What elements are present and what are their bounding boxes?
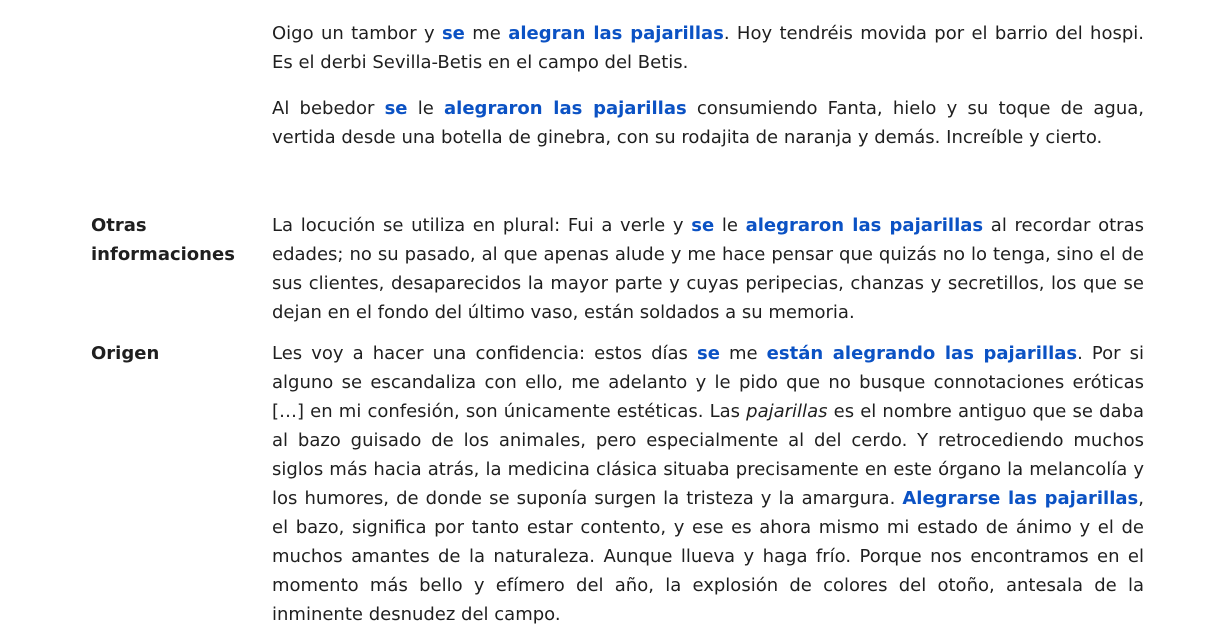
highlighted-phrase: están alegrando las pajarillas <box>766 343 1078 364</box>
text-run: , el bazo, significa por tanto estar contento, y ese es ahora mismo mi estado de ánimo y el de muchos amantes de la naturaleza. Aunque llueva y haga frío. Porque nos encontramos en el momento más bello y efímero del año, la explosión de colores del otoño, antesala de la inminente desnudez del campo. <box>272 488 1144 625</box>
example-paragraph-2 <box>272 94 1144 152</box>
highlighted-phrase: alegraron las pajarillas <box>444 98 687 119</box>
example-paragraph-1 <box>272 19 1144 77</box>
section-body-origen <box>272 339 1144 629</box>
text-run: Al bebedor <box>272 98 385 119</box>
text-run: . Hoy tendréis movida por el barrio del hospi. Es el derbi Sevilla-Betis en el campo del Betis. <box>272 23 1144 73</box>
highlighted-phrase: se <box>384 98 408 119</box>
highlighted-phrase: Alegrarse las pajarillas <box>902 488 1139 509</box>
origen-paragraph <box>272 339 1144 629</box>
text-run: es el nombre antiguo que se daba al bazo guisado de los animales, pero especialmente al del cerdo. Y retrocediendo muchos siglos más hacia atrás, la medicina clásica situaba precisamente en este órgano la melancolía y los humores, de donde se suponía surgen la tristeza y la amargura. <box>272 401 1145 509</box>
highlighted-phrase: se <box>697 343 720 364</box>
section-body-otras-informaciones <box>272 211 1144 327</box>
text-run: Les voy a hacer una confidencia: estos días <box>272 343 697 364</box>
highlighted-phrase: se <box>691 215 715 236</box>
text-run: le <box>407 98 445 119</box>
otras-informaciones-paragraph <box>272 211 1144 327</box>
text-run: Oigo un tambor y <box>272 23 442 44</box>
text-run: La locución se utiliza en plural: Fui a verle y <box>272 215 692 236</box>
text-run: . Por si alguno se escandaliza con ello, me adelanto y le pido que no busque connotaciones eróticas […] en mi confesión, son únicamente estéticas. Las <box>272 343 1144 422</box>
section-label-origen: Origen <box>91 343 160 364</box>
text-run: consumiendo Fanta, hielo y su toque de agua, vertida desde una botella de ginebra, con su rodajita de naranja y demás. Increíble y cierto. <box>272 98 1144 148</box>
text-run: me <box>464 23 509 44</box>
highlighted-phrase: alegraron las pajarillas <box>745 215 984 236</box>
text-run: le <box>714 215 746 236</box>
highlighted-phrase: alegran las pajarillas <box>508 23 724 44</box>
usage-examples <box>272 19 1144 152</box>
section-label-otras-informaciones: Otras informaciones <box>91 215 235 265</box>
highlighted-phrase: se <box>441 23 465 44</box>
text-run: me <box>719 343 767 364</box>
italic-term: pajarillas <box>746 401 828 422</box>
text-run: al recordar otras edades; no su pasado, al que apenas alude y me hace pensar que quizás no lo tenga, sino el de sus clientes, desaparecidos la mayor parte y cuyas peripecias, chanzas y secretillos, los que se dejan en el fondo del último vaso, están soldados a su memoria. <box>272 215 1144 323</box>
